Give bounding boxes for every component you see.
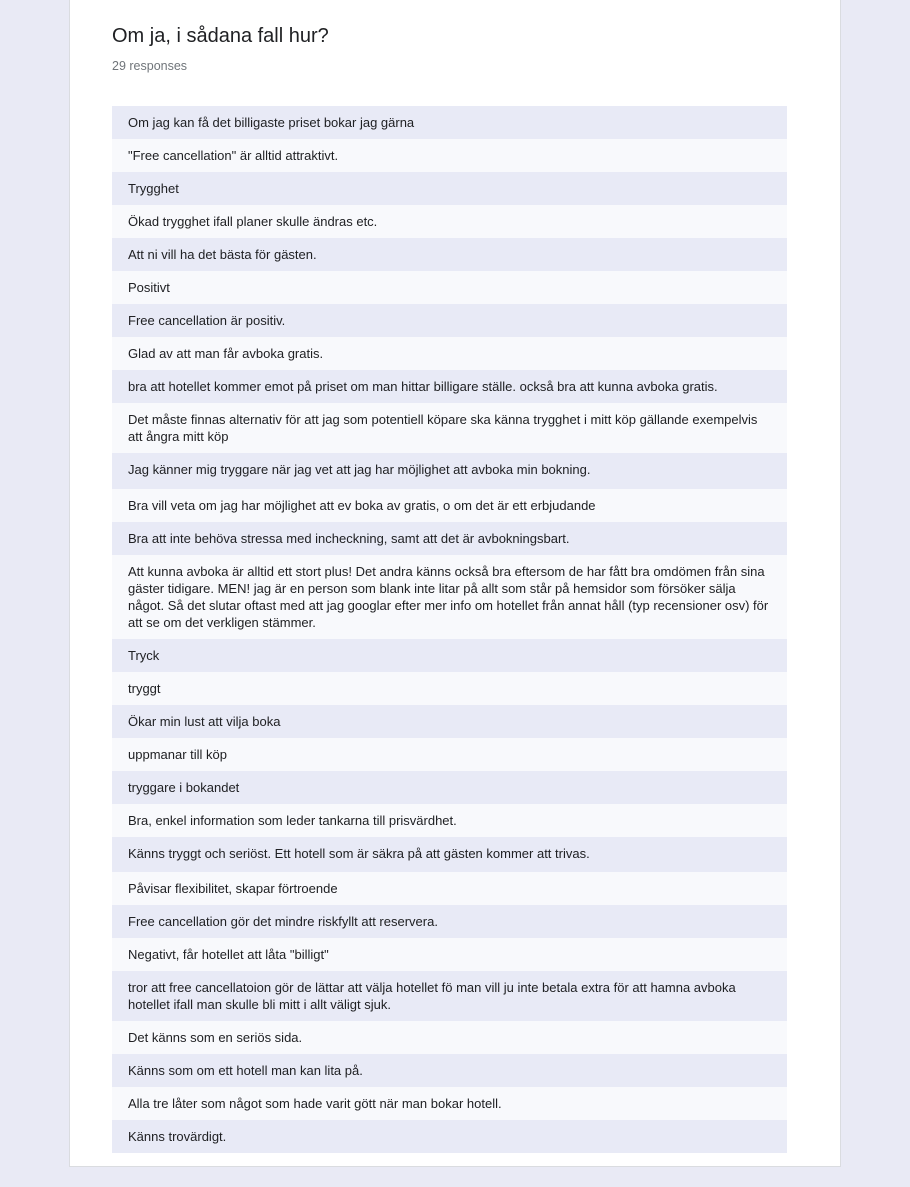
response-item: Om jag kan få det billigaste priset bokar jag gärna <box>112 106 787 139</box>
response-item: Positivt <box>112 271 787 304</box>
response-item: Att kunna avboka är alltid ett stort plus! Det andra känns också bra eftersom de har fått bra omdömen från sina gäster tidigare. MEN! jag är en person som blank inte litar på allt som står på hemsidor som försöker sälja något. Så det slutar oftast med att jag googlar efter mer info om hotellet från annat håll (typ recensioner osv) för att se om det verkligen stämmer. <box>112 555 787 639</box>
response-item: Det måste finnas alternativ för att jag som potentiell köpare ska känna trygghet i mitt köp gällande exempelvis att ångra mitt köp <box>112 403 787 453</box>
response-item: Känns tryggt och seriöst. Ett hotell som är säkra på att gästen kommer att trivas. <box>112 837 787 872</box>
response-item: Det känns som en seriös sida. <box>112 1021 787 1054</box>
response-item: Tryck <box>112 639 787 672</box>
response-item: Free cancellation gör det mindre riskfyllt att reservera. <box>112 905 787 938</box>
response-item: Bra, enkel information som leder tankarna till prisvärdhet. <box>112 804 787 837</box>
response-item: Känns trovärdigt. <box>112 1120 787 1153</box>
response-item: Att ni vill ha det bästa för gästen. <box>112 238 787 271</box>
response-item: "Free cancellation" är alltid attraktivt. <box>112 139 787 172</box>
response-item: Jag känner mig tryggare när jag vet att jag har möjlighet att avboka min bokning. <box>112 453 787 489</box>
response-item: Glad av att man får avboka gratis. <box>112 337 787 370</box>
response-item: Free cancellation är positiv. <box>112 304 787 337</box>
response-item: Ökar min lust att vilja boka <box>112 705 787 738</box>
response-item: Påvisar flexibilitet, skapar förtroende <box>112 872 787 905</box>
response-item: uppmanar till köp <box>112 738 787 771</box>
response-item: Alla tre låter som något som hade varit gött när man bokar hotell. <box>112 1087 787 1120</box>
response-count: 29 responses <box>112 59 188 73</box>
response-item: tryggare i bokandet <box>112 771 787 804</box>
response-item: Trygghet <box>112 172 787 205</box>
response-item: Ökad trygghet ifall planer skulle ändras etc. <box>112 205 787 238</box>
response-item: Bra vill veta om jag har möjlighet att ev boka av gratis, o om det är ett erbjudande <box>112 489 787 522</box>
response-item: Bra att inte behöva stressa med incheckning, samt att det är avbokningsbart. <box>112 522 787 555</box>
response-item: bra att hotellet kommer emot på priset om man hittar billigare ställe. också bra att kunna avboka gratis. <box>112 370 787 403</box>
response-item: tror att free cancellatoion gör de lättar att välja hotellet fö man vill ju inte betala extra för att hamna avboka hotellet ifall man skulle bli mitt i allt väligt sjuk. <box>112 971 787 1021</box>
response-card <box>69 0 841 1167</box>
response-list <box>112 106 787 1153</box>
question-title: Om ja, i sådana fall hur? <box>112 25 329 47</box>
response-item: Negativt, får hotellet att låta "billigt" <box>112 938 787 971</box>
response-item: Känns som om ett hotell man kan lita på. <box>112 1054 787 1087</box>
response-item: tryggt <box>112 672 787 705</box>
